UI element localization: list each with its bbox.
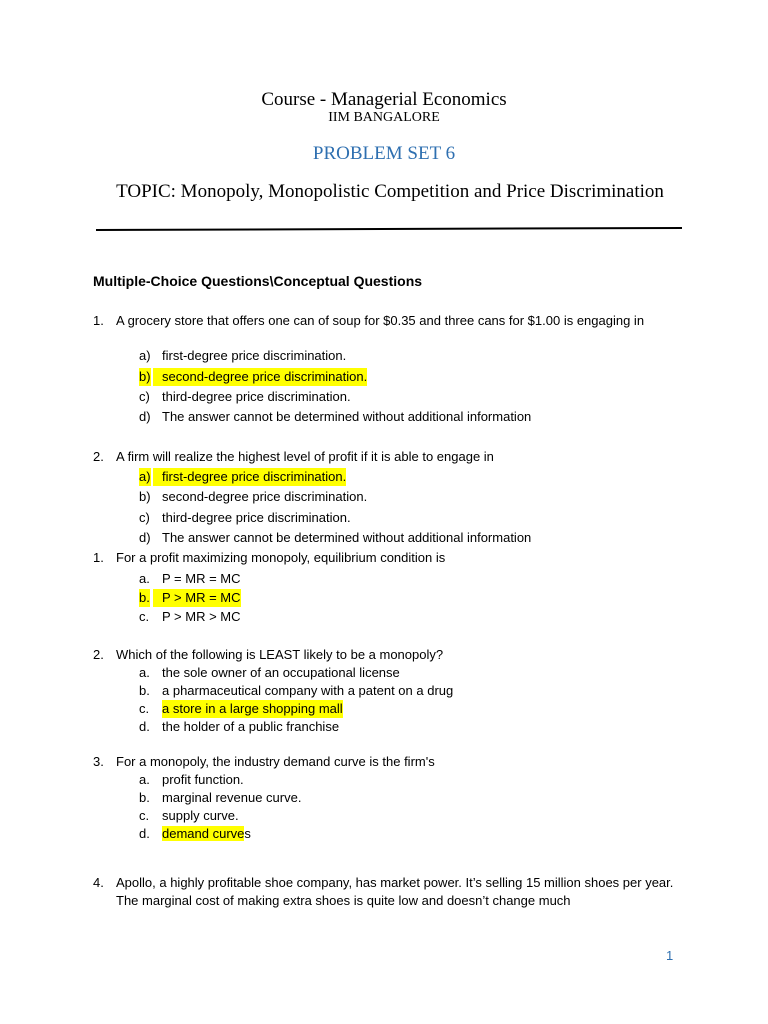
option-label: b.: [139, 683, 150, 698]
option-text: P > MR > MC: [162, 609, 241, 624]
question-number: 2.: [93, 647, 104, 662]
option-label: b): [139, 369, 151, 384]
option-label: d.: [139, 719, 150, 734]
option-label: b): [139, 489, 151, 504]
option-label: a.: [139, 772, 150, 787]
option-text: a pharmaceutical company with a patent on a drug: [162, 683, 454, 698]
question-number: 4.: [93, 875, 104, 890]
institute-name: IIM BANGALORE: [328, 110, 440, 125]
question-text: A grocery store that offers one can of soup for $0.35 and three cans for $1.00 is engaging in: [116, 313, 645, 328]
question-text: For a monopoly, the industry demand curve is the firm's: [116, 754, 435, 769]
problem-set-title: PROBLEM SET 6: [312, 143, 456, 164]
option-text: third-degree price discrimination.: [162, 510, 351, 525]
topic-title: TOPIC: Monopoly, Monopolistic Competition and Price Discrimination: [116, 181, 664, 202]
option-label: d.: [139, 826, 150, 841]
section-heading: Multiple-Choice Questions\Conceptual Questions: [93, 273, 423, 289]
option-text: The answer cannot be determined without additional information: [162, 409, 532, 424]
question-number: 1.: [93, 313, 104, 328]
option-text: second-degree price discrimination.: [162, 489, 368, 504]
option-label: c.: [139, 808, 150, 823]
option-label: c.: [139, 701, 150, 716]
option-label: a.: [139, 571, 150, 586]
option-text-highlighted: demand curve: [162, 826, 245, 841]
option-text-highlighted: a store in a large shopping mall: [162, 701, 343, 716]
option-text: [162, 825, 251, 843]
option-label: c): [139, 389, 150, 404]
option-text: marginal revenue curve.: [162, 790, 302, 805]
option-text: The answer cannot be determined without additional information: [162, 530, 532, 545]
option-text-suffix: s: [244, 826, 251, 841]
question-text: Apollo, a highly profitable shoe company, has market power. It’s selling 15 million shoes per year. The marginal cost of making extra shoes is quite low and doesn’t change much: [116, 875, 674, 908]
question-number: 2.: [93, 449, 104, 464]
title-divider: [96, 227, 682, 231]
option-text-highlighted: P > MR = MC: [153, 589, 241, 607]
question-text: For a profit maximizing monopoly, equilibrium condition is: [116, 550, 446, 565]
option-text: supply curve.: [162, 808, 239, 823]
page-number: 1: [666, 948, 674, 963]
option-text: the holder of a public franchise: [162, 719, 340, 734]
option-text: profit function.: [162, 772, 244, 787]
question-number: 3.: [93, 754, 104, 769]
option-label: b.: [139, 590, 150, 605]
option-label: c): [139, 510, 150, 525]
option-label: d): [139, 530, 151, 545]
option-label: a): [139, 348, 151, 363]
option-label: a): [139, 469, 151, 484]
question-text: A firm will realize the highest level of profit if it is able to engage in: [116, 449, 494, 464]
option-label: c.: [139, 609, 150, 624]
option-label: b.: [139, 790, 150, 805]
option-text: the sole owner of an occupational license: [162, 665, 400, 680]
option-text-highlighted: first-degree price discrimination.: [153, 468, 346, 486]
option-text: third-degree price discrimination.: [162, 389, 351, 404]
option-label: d): [139, 409, 151, 424]
option-label: a.: [139, 665, 150, 680]
option-text: first-degree price discrimination.: [162, 348, 347, 363]
option-text: P = MR = MC: [162, 571, 241, 586]
question-number: 1.: [93, 550, 104, 565]
question-text: Which of the following is LEAST likely to be a monopoly?: [116, 647, 444, 662]
option-text-highlighted: second-degree price discrimination.: [153, 368, 367, 386]
course-title: Course - Managerial Economics: [261, 89, 507, 110]
